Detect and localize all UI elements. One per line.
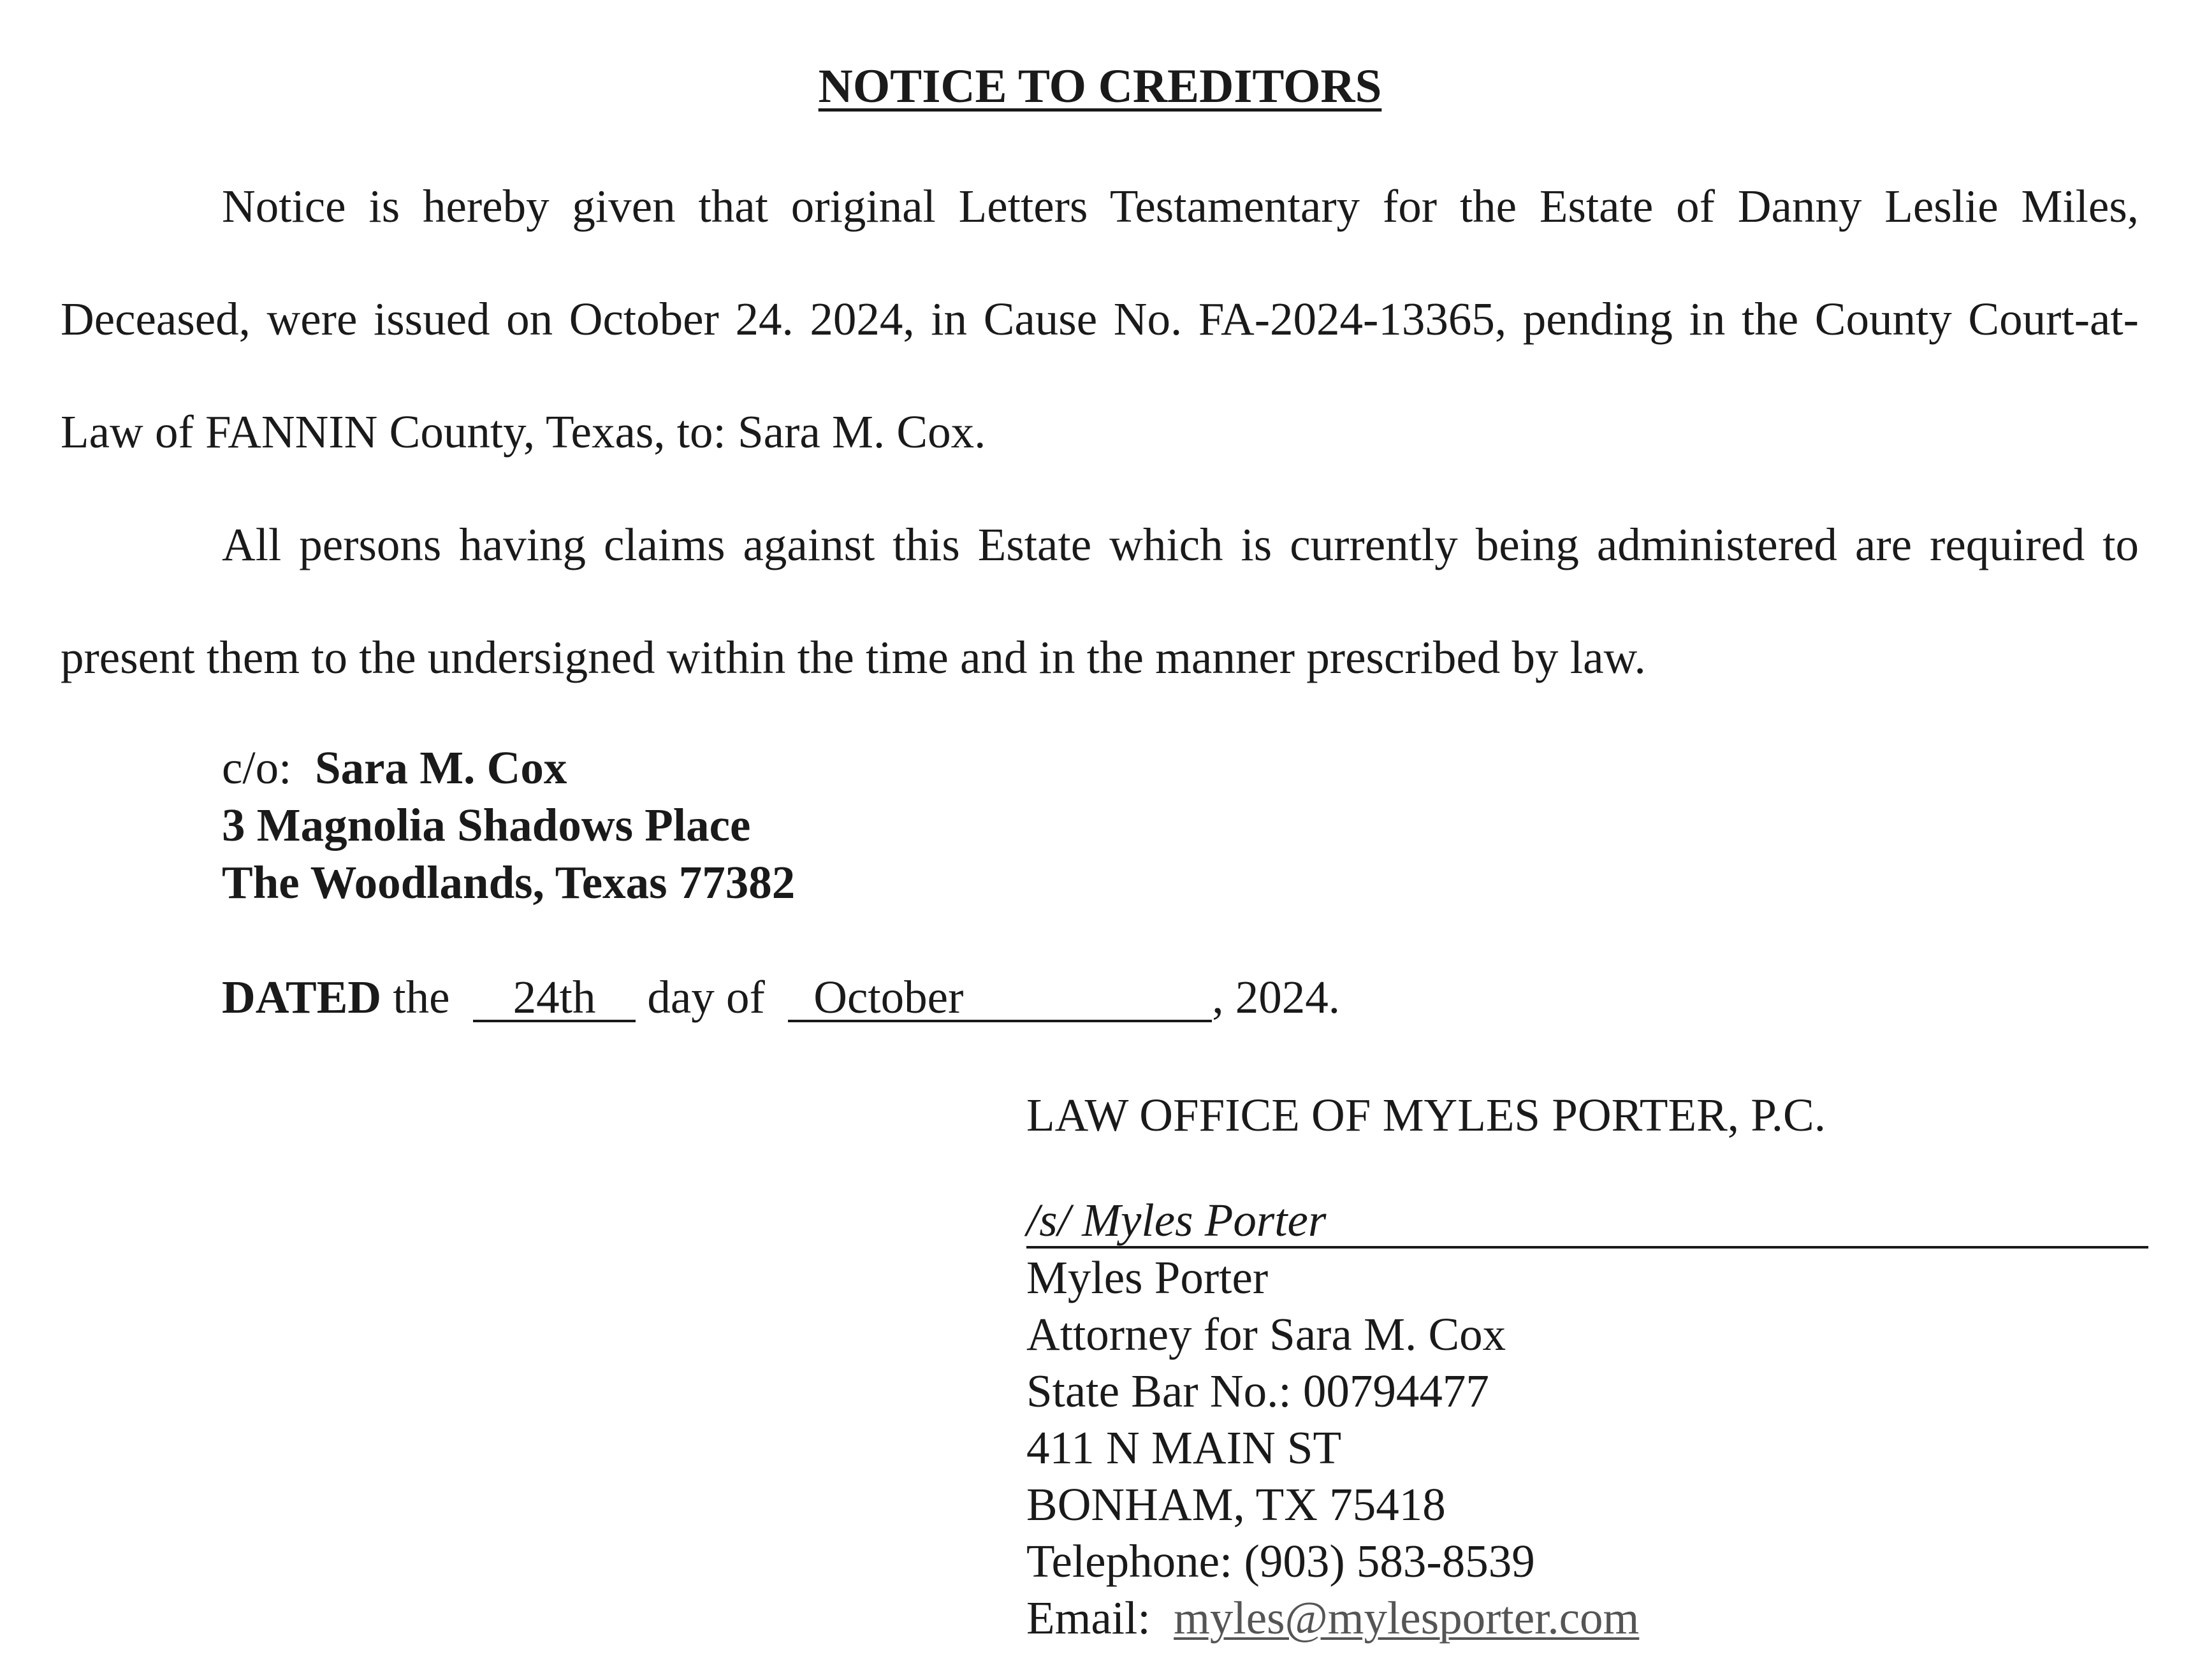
dated-the: the (393, 971, 450, 1023)
dated-label: DATED (222, 971, 382, 1023)
paragraph-letters-text: Notice is hereby given that original Letters Testamentary for the Estate of Danny Leslie Miles, Deceased, were issued on October 24. 2024, in Cause No. FA-2024-13365, pending in the County Court-at-Law of FANNIN County, Texas, to: Sara M. Cox. (61, 180, 2139, 458)
address-street: 3 Magnolia Shadows Place (222, 799, 751, 851)
dated-line (222, 966, 1340, 1029)
attorney-bar-number: State Bar No.: 00794477 (1026, 1365, 1489, 1417)
notice-title-text: NOTICE TO CREDITORS (818, 60, 1382, 113)
paragraph-claims-text: All persons having claims against this Estate which is currently being administered are required to present them to the undersigned within the time and in the manner prescribed by law. (61, 519, 2139, 683)
attorney-email-line (1026, 1589, 1639, 1646)
dated-day: 24th (513, 971, 596, 1023)
attorney-block (1026, 1249, 1639, 1646)
dated-day-blank (473, 971, 636, 1023)
address-city-state-zip: The Woodlands, Texas 77382 (222, 857, 796, 908)
dated-month-blank (788, 971, 1212, 1023)
dated-year: , 2024. (1212, 971, 1341, 1023)
dated-month: October (813, 971, 964, 1023)
signature-line (1026, 1195, 2148, 1249)
attorney-street: 411 N MAIN ST (1026, 1422, 1342, 1474)
claims-address-block (222, 739, 795, 911)
email-link[interactable]: myles@mylesporter.com (1174, 1592, 1640, 1644)
attorney-name: Myles Porter (1026, 1252, 1269, 1303)
signature-text: /s/ Myles Porter (1026, 1194, 1327, 1246)
firm-name: LAW OFFICE OF MYLES PORTER, P.C. (1026, 1089, 1826, 1141)
dated-day-of: day of (647, 971, 765, 1023)
notice-title (0, 60, 2200, 113)
attorney-city: BONHAM, TX 75418 (1026, 1479, 1446, 1530)
attorney-role: Attorney for Sara M. Cox (1026, 1308, 1506, 1360)
notice-paragraph-letters (61, 150, 2139, 488)
notice-paragraph-claims (61, 488, 2139, 714)
care-of-label: c/o: (222, 742, 292, 793)
address-name: Sara M. Cox (314, 742, 567, 793)
attorney-phone: Telephone: (903) 583-8539 (1026, 1535, 1535, 1587)
address-name-line (222, 739, 795, 797)
email-label: Email: (1026, 1592, 1151, 1644)
